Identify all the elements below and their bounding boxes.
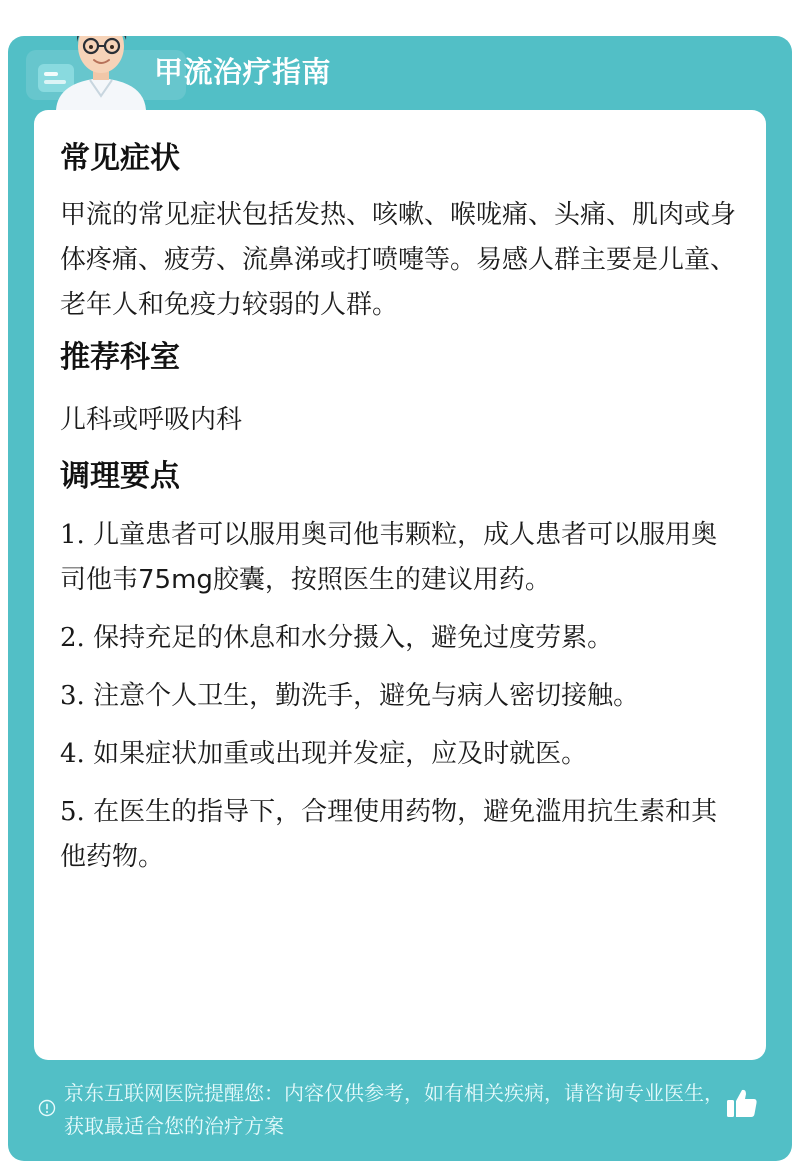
content-panel [34,110,766,1060]
department-text: 儿科或呼吸内科 [60,405,243,435]
list-item-text: 在医生的指导下，合理使用药物，避免滥用抗生素和其他药物。 [60,797,718,872]
list-item [60,674,740,719]
list-item-number: 4. [60,739,85,769]
thumbs-up-icon[interactable] [724,1085,760,1121]
list-item [60,790,740,880]
list-item-text: 保持充足的休息和水分摄入，避免过度劳累。 [93,623,614,653]
list-item-number: 2. [60,623,85,653]
list-item [60,732,740,777]
list-item-number: 1. [60,520,85,550]
list-item-number: 3. [60,681,85,711]
footer-notice: 京东互联网医院提醒您：内容仅供参考，如有相关疾病，请咨询专业医生，获取最适合您的治疗方案 [64,1081,724,1138]
section-title-care: 调理要点 [60,459,180,494]
list-item-text: 注意个人卫生，勤洗手，避免与病人密切接触。 [93,681,640,711]
list-item-text: 儿童患者可以服用奥司他韦颗粒，成人患者可以服用奥司他韦75mg胶囊，按照医生的建议用药。 [60,520,718,595]
guide-card [8,36,792,1161]
symptoms-text: 甲流的常见症状包括发热、咳嗽、喉咙痛、头痛、肌肉或身体疼痛、疲劳、流鼻涕或打喷嚏等。易感人群主要是儿童、老年人和免疫力较弱的人群。 [60,200,737,320]
list-item [60,513,740,603]
list-item-number: 5. [60,797,85,827]
care-list [60,513,740,880]
doctor-avatar-icon [46,36,156,110]
info-icon [38,1099,56,1117]
section-title-department: 推荐科室 [60,340,180,375]
list-item [60,616,740,661]
list-item-text: 如果症状加重或出现并发症，应及时就医。 [93,739,588,769]
section-title-symptoms: 常见症状 [60,141,180,176]
page-title: 甲流治疗指南 [154,55,332,89]
